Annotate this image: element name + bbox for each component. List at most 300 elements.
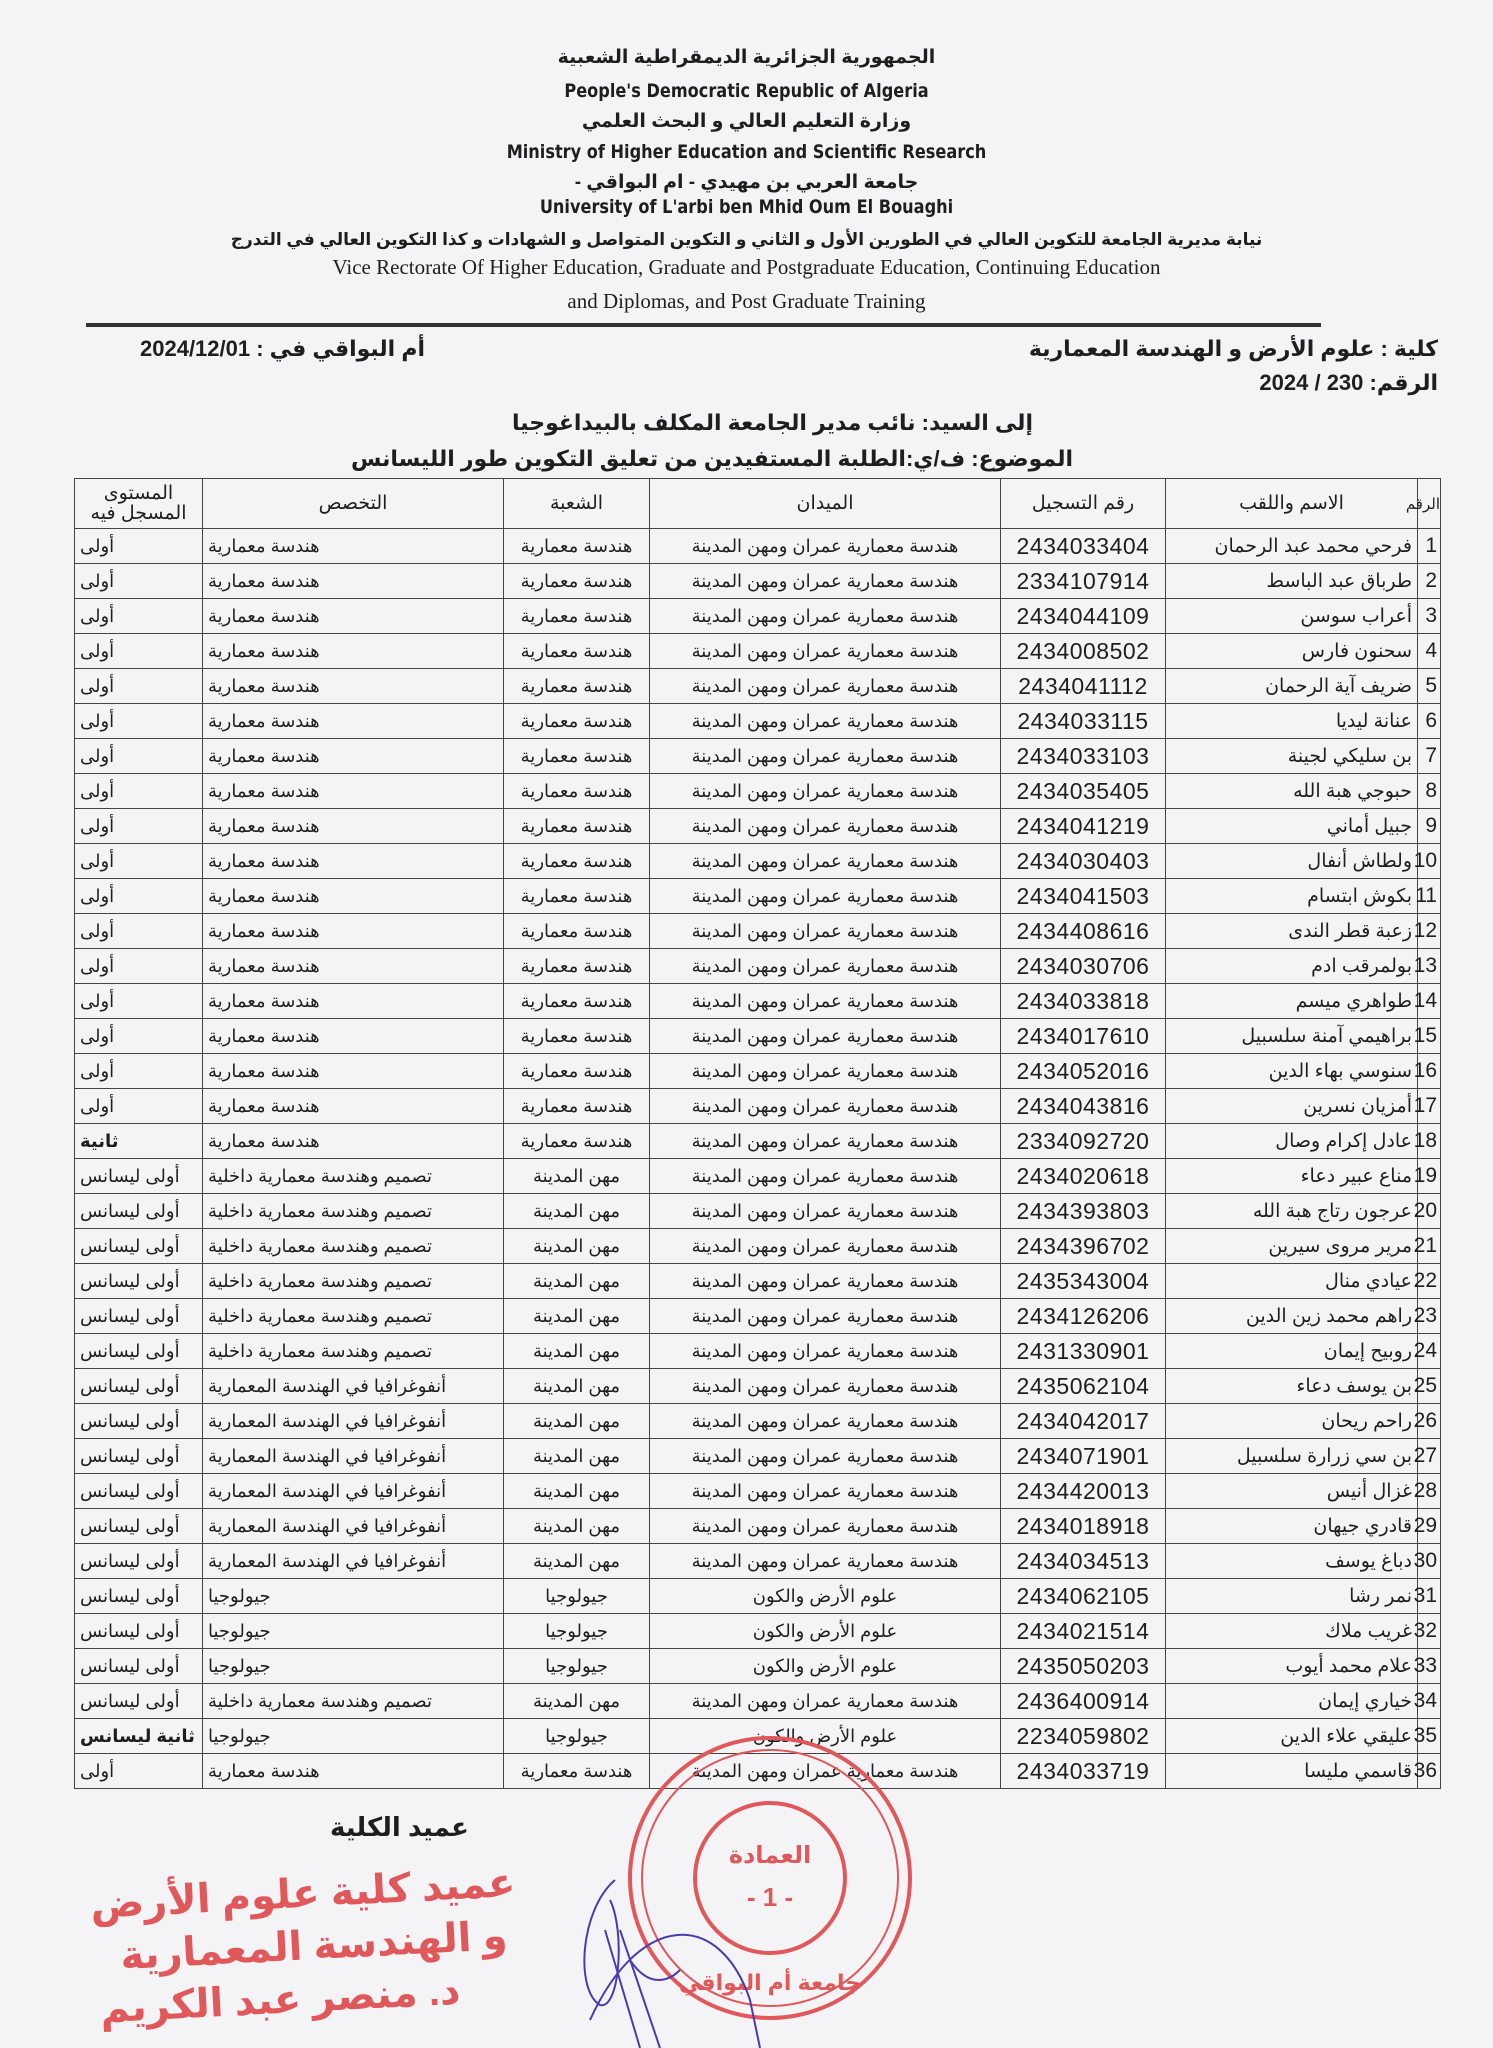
registration-number: 2434030706 xyxy=(1001,949,1166,984)
registration-number: 2434041503 xyxy=(1001,879,1166,914)
student-name: فرحي محمد عبد الرحمان xyxy=(1166,529,1418,564)
specialty: تصميم وهندسة معمارية داخلية xyxy=(203,1194,504,1229)
table-row xyxy=(75,1404,1441,1439)
field: علوم الأرض والكون xyxy=(650,1579,1001,1614)
specialty: هندسة معمارية xyxy=(203,984,504,1019)
registration-number: 2434033115 xyxy=(1001,704,1166,739)
level: ثانية ليسانس xyxy=(75,1719,203,1754)
registration-number: 2434035405 xyxy=(1001,774,1166,809)
row-number: 21 xyxy=(1418,1229,1441,1264)
field: هندسة معمارية عمران ومهن المدينة xyxy=(650,1054,1001,1089)
header-field: الميدان xyxy=(650,479,1001,529)
table-row xyxy=(75,529,1441,564)
registration-number: 2434408616 xyxy=(1001,914,1166,949)
level: أولى xyxy=(75,599,203,634)
student-name: سنوسي بهاء الدين xyxy=(1166,1054,1418,1089)
field: هندسة معمارية عمران ومهن المدينة xyxy=(650,1089,1001,1124)
level: أولى ليسانس xyxy=(75,1159,203,1194)
table-row xyxy=(75,1544,1441,1579)
registration-number: 2334092720 xyxy=(1001,1124,1166,1159)
ministry-ar: وزارة التعليم العالي و البحث العلمي xyxy=(581,111,912,132)
student-name: عرجون رتاج هبة الله xyxy=(1166,1194,1418,1229)
specialty: تصميم وهندسة معمارية داخلية xyxy=(203,1229,504,1264)
specialty: أنفوغرافيا في الهندسة المعمارية xyxy=(203,1544,504,1579)
field: علوم الأرض والكون xyxy=(650,1649,1001,1684)
field: هندسة معمارية عمران ومهن المدينة xyxy=(650,1474,1001,1509)
field: هندسة معمارية عمران ومهن المدينة xyxy=(650,1439,1001,1474)
table-row xyxy=(75,1649,1441,1684)
branch: جيولوجيا xyxy=(504,1614,650,1649)
table-row xyxy=(75,634,1441,669)
vice-rectorate-en-1: Vice Rectorate Of Higher Education, Graduate and Postgraduate Education, Continuing Education xyxy=(332,255,1161,279)
field: هندسة معمارية عمران ومهن المدينة xyxy=(650,1544,1001,1579)
field: هندسة معمارية عمران ومهن المدينة xyxy=(650,704,1001,739)
row-number: 17 xyxy=(1418,1089,1441,1124)
row-number: 35 xyxy=(1418,1719,1441,1754)
registration-number: 2435343004 xyxy=(1001,1264,1166,1299)
registration-number: 2434030403 xyxy=(1001,844,1166,879)
level: أولى xyxy=(75,809,203,844)
student-name: بولمرقب ادم xyxy=(1166,949,1418,984)
level: أولى xyxy=(75,739,203,774)
table-row xyxy=(75,844,1441,879)
field: هندسة معمارية عمران ومهن المدينة xyxy=(650,529,1001,564)
table-row xyxy=(75,1614,1441,1649)
table-row xyxy=(75,1194,1441,1229)
header-divider xyxy=(86,323,1321,327)
specialty: تصميم وهندسة معمارية داخلية xyxy=(203,1159,504,1194)
branch: مهن المدينة xyxy=(504,1194,650,1229)
level: أولى ليسانس xyxy=(75,1474,203,1509)
registration-number: 2434041112 xyxy=(1001,669,1166,704)
branch: مهن المدينة xyxy=(504,1229,650,1264)
table-row xyxy=(75,1299,1441,1334)
level: أولى ليسانس xyxy=(75,1649,203,1684)
row-number: 10 xyxy=(1418,844,1441,879)
level: أولى ليسانس xyxy=(75,1614,203,1649)
level: أولى xyxy=(75,949,203,984)
registration-number: 2434044109 xyxy=(1001,599,1166,634)
field: هندسة معمارية عمران ومهن المدينة xyxy=(650,879,1001,914)
row-number: 33 xyxy=(1418,1649,1441,1684)
registration-number: 2434033404 xyxy=(1001,529,1166,564)
vice-rectorate-ar: نيابة مديرية الجامعة للتكوين العالي في الطورين الأول و الثاني و التكوين المتواصل و الشهادات و كذا التكوين العالي في التدرج xyxy=(230,230,1263,249)
specialty: هندسة معمارية xyxy=(203,1089,504,1124)
table-row xyxy=(75,1124,1441,1159)
level: أولى xyxy=(75,1054,203,1089)
student-name: خياري إيمان xyxy=(1166,1684,1418,1719)
registration-number: 2434420013 xyxy=(1001,1474,1166,1509)
table-row xyxy=(75,1579,1441,1614)
branch: مهن المدينة xyxy=(504,1299,650,1334)
branch: هندسة معمارية xyxy=(504,1754,650,1789)
specialty: هندسة معمارية xyxy=(203,949,504,984)
row-number: 2 xyxy=(1418,564,1441,599)
registration-number: 2434033103 xyxy=(1001,739,1166,774)
field: هندسة معمارية عمران ومهن المدينة xyxy=(650,949,1001,984)
registration-number: 2434043816 xyxy=(1001,1089,1166,1124)
branch: هندسة معمارية xyxy=(504,914,650,949)
level: أولى ليسانس xyxy=(75,1544,203,1579)
specialty: هندسة معمارية xyxy=(203,599,504,634)
student-name: دباغ يوسف xyxy=(1166,1544,1418,1579)
registration-number: 2435050203 xyxy=(1001,1649,1166,1684)
row-number: 27 xyxy=(1418,1439,1441,1474)
level: أولى xyxy=(75,844,203,879)
student-name: غريب ملاك xyxy=(1166,1614,1418,1649)
specialty: هندسة معمارية xyxy=(203,879,504,914)
student-name: قادري جيهان xyxy=(1166,1509,1418,1544)
registration-number: 2434071901 xyxy=(1001,1439,1166,1474)
student-name: بن سليكي لجينة xyxy=(1166,739,1418,774)
student-name: سحنون فارس xyxy=(1166,634,1418,669)
student-name: عنانة ليديا xyxy=(1166,704,1418,739)
row-number: 18 xyxy=(1418,1124,1441,1159)
registration-number: 2434396702 xyxy=(1001,1229,1166,1264)
specialty: أنفوغرافيا في الهندسة المعمارية xyxy=(203,1509,504,1544)
branch: مهن المدينة xyxy=(504,1544,650,1579)
level: أولى xyxy=(75,879,203,914)
student-name: حبوجي هبة الله xyxy=(1166,774,1418,809)
row-number: 5 xyxy=(1418,669,1441,704)
specialty: أنفوغرافيا في الهندسة المعمارية xyxy=(203,1474,504,1509)
branch: هندسة معمارية xyxy=(504,739,650,774)
table-row xyxy=(75,669,1441,704)
field: هندسة معمارية عمران ومهن المدينة xyxy=(650,844,1001,879)
header-level: المستوى المسجل فيه xyxy=(75,479,203,529)
vice-rectorate-en-2: and Diplomas, and Post Graduate Training xyxy=(567,289,926,313)
specialty: تصميم وهندسة معمارية داخلية xyxy=(203,1299,504,1334)
level: أولى ليسانس xyxy=(75,1509,203,1544)
signature-title: عميد الكلية xyxy=(330,1812,469,1842)
branch: جيولوجيا xyxy=(504,1579,650,1614)
student-name: راحم ريحان xyxy=(1166,1404,1418,1439)
branch: هندسة معمارية xyxy=(504,1054,650,1089)
branch: هندسة معمارية xyxy=(504,564,650,599)
field: هندسة معمارية عمران ومهن المدينة xyxy=(650,1299,1001,1334)
level: أولى ليسانس xyxy=(75,1299,203,1334)
subject: الموضوع: ف/ي:الطلبة المستفيدين من تعليق التكوين طور الليسانس xyxy=(351,446,1073,471)
branch: هندسة معمارية xyxy=(504,669,650,704)
registration-number: 2431330901 xyxy=(1001,1334,1166,1369)
level: أولى ليسانس xyxy=(75,1404,203,1439)
specialty: هندسة معمارية xyxy=(203,1054,504,1089)
country-ar: الجمهورية الجزائرية الديمقراطية الشعبية xyxy=(557,47,936,68)
row-number: 36 xyxy=(1418,1754,1441,1789)
registration-number: 2434021514 xyxy=(1001,1614,1166,1649)
specialty: هندسة معمارية xyxy=(203,844,504,879)
table-row xyxy=(75,1054,1441,1089)
row-number: 3 xyxy=(1418,599,1441,634)
level: أولى xyxy=(75,914,203,949)
student-name: غزال أنيس xyxy=(1166,1474,1418,1509)
row-number: 13 xyxy=(1418,949,1441,984)
row-number: 19 xyxy=(1418,1159,1441,1194)
registration-number: 2434008502 xyxy=(1001,634,1166,669)
level: أولى ليسانس xyxy=(75,1229,203,1264)
table-row xyxy=(75,1334,1441,1369)
branch: هندسة معمارية xyxy=(504,704,650,739)
field: هندسة معمارية عمران ومهن المدينة xyxy=(650,669,1001,704)
level: أولى ليسانس xyxy=(75,1194,203,1229)
row-number: 9 xyxy=(1418,809,1441,844)
table-header-row xyxy=(75,479,1441,529)
row-number: 34 xyxy=(1418,1684,1441,1719)
specialty: تصميم وهندسة معمارية داخلية xyxy=(203,1334,504,1369)
specialty: أنفوغرافيا في الهندسة المعمارية xyxy=(203,1404,504,1439)
row-number: 23 xyxy=(1418,1299,1441,1334)
branch: هندسة معمارية xyxy=(504,599,650,634)
student-name: بن يوسف دعاء xyxy=(1166,1369,1418,1404)
registration-number: 2434062105 xyxy=(1001,1579,1166,1614)
specialty: هندسة معمارية xyxy=(203,809,504,844)
row-number: 22 xyxy=(1418,1264,1441,1299)
branch: مهن المدينة xyxy=(504,1684,650,1719)
field: هندسة معمارية عمران ومهن المدينة xyxy=(650,564,1001,599)
student-name: ضريف آية الرحمان xyxy=(1166,669,1418,704)
student-name: روبيح إيمان xyxy=(1166,1334,1418,1369)
field: هندسة معمارية عمران ومهن المدينة xyxy=(650,1194,1001,1229)
field: هندسة معمارية عمران ومهن المدينة xyxy=(650,774,1001,809)
student-name: علام محمد أيوب xyxy=(1166,1649,1418,1684)
specialty: جيولوجيا xyxy=(203,1614,504,1649)
row-number: 28 xyxy=(1418,1474,1441,1509)
student-name: أعراب سوسن xyxy=(1166,599,1418,634)
seal-center-text: العمادة xyxy=(728,1842,812,1869)
field: هندسة معمارية عمران ومهن المدينة xyxy=(650,599,1001,634)
specialty: هندسة معمارية xyxy=(203,704,504,739)
specialty: جيولوجيا xyxy=(203,1579,504,1614)
field: هندسة معمارية عمران ومهن المدينة xyxy=(650,739,1001,774)
student-name: عليقي علاء الدين xyxy=(1166,1719,1418,1754)
branch: هندسة معمارية xyxy=(504,1019,650,1054)
place-date: أم البواقي في : 2024/12/01 xyxy=(140,336,425,361)
branch: مهن المدينة xyxy=(504,1369,650,1404)
branch: هندسة معمارية xyxy=(504,984,650,1019)
level: أولى xyxy=(75,634,203,669)
ministry-en: Ministry of Higher Education and Scientific Research xyxy=(506,141,987,163)
registration-number: 2234059802 xyxy=(1001,1719,1166,1754)
student-name: طواهري ميسم xyxy=(1166,984,1418,1019)
specialty: جيولوجيا xyxy=(203,1649,504,1684)
level: أولى xyxy=(75,564,203,599)
specialty: تصميم وهندسة معمارية داخلية xyxy=(203,1684,504,1719)
table-row xyxy=(75,599,1441,634)
university-en: University of L'arbi ben Mhid Oum El Bouaghi xyxy=(539,196,954,218)
specialty: هندسة معمارية xyxy=(203,1754,504,1789)
level: أولى xyxy=(75,774,203,809)
university-ar: جامعة العربي بن مهيدي - ام البواقي - xyxy=(574,172,919,193)
student-name: عادل إكرام وصال xyxy=(1166,1124,1418,1159)
row-number: 16 xyxy=(1418,1054,1441,1089)
table-row xyxy=(75,774,1441,809)
level: أولى ليسانس xyxy=(75,1369,203,1404)
table-row xyxy=(75,984,1441,1019)
branch: هندسة معمارية xyxy=(504,949,650,984)
registration-number: 2434126206 xyxy=(1001,1299,1166,1334)
student-name: براهيمي آمنة سلسبيل xyxy=(1166,1019,1418,1054)
row-number: 26 xyxy=(1418,1404,1441,1439)
student-name: راهم محمد زين الدين xyxy=(1166,1299,1418,1334)
registration-number: 2434020618 xyxy=(1001,1159,1166,1194)
specialty: هندسة معمارية xyxy=(203,914,504,949)
row-number: 32 xyxy=(1418,1614,1441,1649)
registration-number: 2434052016 xyxy=(1001,1054,1166,1089)
addressee: إلى السيد: نائب مدير الجامعة المكلف بالبيداغوجيا xyxy=(511,410,1033,435)
branch: جيولوجيا xyxy=(504,1649,650,1684)
field: علوم الأرض والكون xyxy=(650,1614,1001,1649)
reference-number: الرقم: 230 / 2024 xyxy=(1259,370,1438,395)
header-number: الرقم xyxy=(1418,479,1441,529)
student-name: ولطاش أنفال xyxy=(1166,844,1418,879)
row-number: 8 xyxy=(1418,774,1441,809)
seal-ring-text: جامعة أم البواقي xyxy=(678,1970,862,1995)
table-row xyxy=(75,949,1441,984)
student-name: بكوش ابتسام xyxy=(1166,879,1418,914)
branch: مهن المدينة xyxy=(504,1474,650,1509)
specialty: هندسة معمارية xyxy=(203,774,504,809)
level: أولى ليسانس xyxy=(75,1264,203,1299)
student-name: قاسمي مليسا xyxy=(1166,1754,1418,1789)
specialty: هندسة معمارية xyxy=(203,669,504,704)
country-en: People's Democratic Republic of Algeria xyxy=(564,80,929,102)
stamp-line-3: د. منصر عبد الكريم xyxy=(99,1968,462,2032)
level: أولى ليسانس xyxy=(75,1334,203,1369)
header-registration: رقم التسجيل xyxy=(1001,479,1166,529)
table-row xyxy=(75,1509,1441,1544)
stamp-line-1: عميد كلية علوم الأرض xyxy=(89,1860,517,1928)
table-row xyxy=(75,704,1441,739)
registration-number: 2434393803 xyxy=(1001,1194,1166,1229)
registration-number: 2334107914 xyxy=(1001,564,1166,599)
branch: هندسة معمارية xyxy=(504,1089,650,1124)
specialty: هندسة معمارية xyxy=(203,1124,504,1159)
table-row xyxy=(75,1229,1441,1264)
row-number: 25 xyxy=(1418,1369,1441,1404)
field: هندسة معمارية عمران ومهن المدينة xyxy=(650,1229,1001,1264)
branch: هندسة معمارية xyxy=(504,879,650,914)
branch: جيولوجيا xyxy=(504,1719,650,1754)
seal-number: - 1 - xyxy=(746,1882,794,1912)
student-name: طرباق عبد الباسط xyxy=(1166,564,1418,599)
table-row xyxy=(75,1684,1441,1719)
student-name: جبيل أماني xyxy=(1166,809,1418,844)
student-name: نمر رشا xyxy=(1166,1579,1418,1614)
table-row xyxy=(75,1159,1441,1194)
field: هندسة معمارية عمران ومهن المدينة xyxy=(650,1684,1001,1719)
field: هندسة معمارية عمران ومهن المدينة xyxy=(650,1124,1001,1159)
table-row xyxy=(75,739,1441,774)
branch: هندسة معمارية xyxy=(504,844,650,879)
specialty: أنفوغرافيا في الهندسة المعمارية xyxy=(203,1369,504,1404)
field: هندسة معمارية عمران ومهن المدينة xyxy=(650,1334,1001,1369)
field: هندسة معمارية عمران ومهن المدينة xyxy=(650,984,1001,1019)
row-number: 31 xyxy=(1418,1579,1441,1614)
field: هندسة معمارية عمران ومهن المدينة xyxy=(650,1404,1001,1439)
student-name: مناع عبير دعاء xyxy=(1166,1159,1418,1194)
row-number: 7 xyxy=(1418,739,1441,774)
level: أولى ليسانس xyxy=(75,1439,203,1474)
row-number: 4 xyxy=(1418,634,1441,669)
field: علوم الأرض والكون xyxy=(650,1719,1001,1754)
student-name: أمزيان نسرين xyxy=(1166,1089,1418,1124)
branch: مهن المدينة xyxy=(504,1439,650,1474)
branch: مهن المدينة xyxy=(504,1264,650,1299)
header-specialty: التخصص xyxy=(203,479,504,529)
level: أولى xyxy=(75,984,203,1019)
row-number: 12 xyxy=(1418,914,1441,949)
level: أولى xyxy=(75,529,203,564)
specialty: هندسة معمارية xyxy=(203,529,504,564)
registration-number: 2434042017 xyxy=(1001,1404,1166,1439)
level: أولى ليسانس xyxy=(75,1579,203,1614)
header-name: الاسم واللقب xyxy=(1166,479,1418,529)
table-row xyxy=(75,1474,1441,1509)
branch: مهن المدينة xyxy=(504,1404,650,1439)
level: أولى xyxy=(75,704,203,739)
faculty: كلية : علوم الأرض و الهندسة المعمارية xyxy=(1028,336,1438,361)
registration-number: 2434033818 xyxy=(1001,984,1166,1019)
field: هندسة معمارية عمران ومهن المدينة xyxy=(650,1754,1001,1789)
handwritten-signature xyxy=(520,1870,780,2048)
table-row xyxy=(75,1439,1441,1474)
table-row xyxy=(75,1264,1441,1299)
table-row xyxy=(75,914,1441,949)
registration-number: 2434034513 xyxy=(1001,1544,1166,1579)
branch: مهن المدينة xyxy=(504,1509,650,1544)
level: أولى xyxy=(75,1089,203,1124)
field: هندسة معمارية عمران ومهن المدينة xyxy=(650,1509,1001,1544)
level: ثانية xyxy=(75,1124,203,1159)
row-number: 30 xyxy=(1418,1544,1441,1579)
field: هندسة معمارية عمران ومهن المدينة xyxy=(650,809,1001,844)
field: هندسة معمارية عمران ومهن المدينة xyxy=(650,1369,1001,1404)
registration-number: 2434033719 xyxy=(1001,1754,1166,1789)
specialty: هندسة معمارية xyxy=(203,564,504,599)
student-name: عيادي منال xyxy=(1166,1264,1418,1299)
specialty: هندسة معمارية xyxy=(203,739,504,774)
table-row xyxy=(75,1019,1441,1054)
branch: هندسة معمارية xyxy=(504,1124,650,1159)
row-number: 20 xyxy=(1418,1194,1441,1229)
row-number: 24 xyxy=(1418,1334,1441,1369)
branch: هندسة معمارية xyxy=(504,634,650,669)
level: أولى ليسانس xyxy=(75,1684,203,1719)
header-branch: الشعبة xyxy=(504,479,650,529)
student-name: بن سي زرارة سلسبيل xyxy=(1166,1439,1418,1474)
row-number: 15 xyxy=(1418,1019,1441,1054)
specialty: جيولوجيا xyxy=(203,1719,504,1754)
stamp-line-2: و الهندسة المعمارية xyxy=(119,1913,509,1979)
specialty: أنفوغرافيا في الهندسة المعمارية xyxy=(203,1439,504,1474)
row-number: 11 xyxy=(1418,879,1441,914)
row-number: 6 xyxy=(1418,704,1441,739)
registration-number: 2434018918 xyxy=(1001,1509,1166,1544)
table-row xyxy=(75,809,1441,844)
field: هندسة معمارية عمران ومهن المدينة xyxy=(650,914,1001,949)
registration-number: 2434041219 xyxy=(1001,809,1166,844)
registration-number: 2434017610 xyxy=(1001,1019,1166,1054)
branch: هندسة معمارية xyxy=(504,774,650,809)
specialty: هندسة معمارية xyxy=(203,634,504,669)
branch: هندسة معمارية xyxy=(504,809,650,844)
field: هندسة معمارية عمران ومهن المدينة xyxy=(650,1019,1001,1054)
row-number: 14 xyxy=(1418,984,1441,1019)
field: هندسة معمارية عمران ومهن المدينة xyxy=(650,634,1001,669)
row-number: 29 xyxy=(1418,1509,1441,1544)
field: هندسة معمارية عمران ومهن المدينة xyxy=(650,1159,1001,1194)
branch: مهن المدينة xyxy=(504,1159,650,1194)
